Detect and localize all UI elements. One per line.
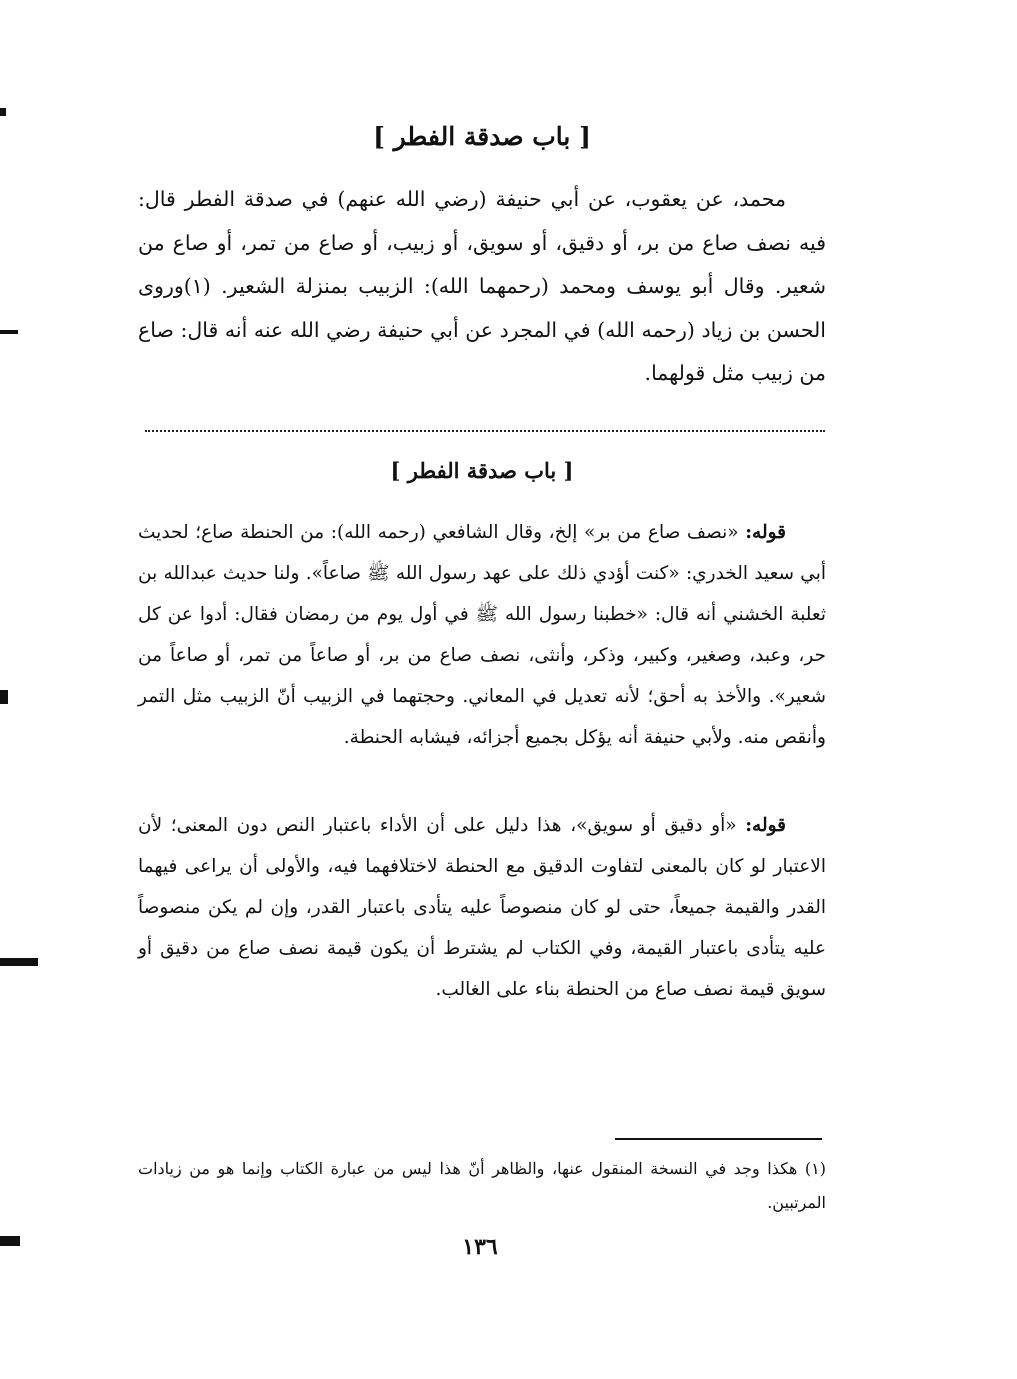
paragraph-body: «نصف صاع من بر» إلخ، وقال الشافعي (رحمه الله): من الحنطة صاع؛ لحديث أبي سعيد الخدري: «كنت أؤدي ذلك على عهد رسول الله ﷺ صاعاً». ولنا حديث عبدالله بن ثعلبة الخشني أنه قال: «خطبنا رسول الله ﷺ في أول يوم من رمضان فقال: أدوا عن كل حر، وعبد، وصغير، وكبير، وذكر، وأنثى، نصف صاع من بر، أو صاعاً من تمر، أو صاعاً من شعير». والأخذ به أحق؛ لأنه تعديل في المعاني. وحجتهما في الزبيب أنّ الزبيب مثل التمر وأنقص منه. ولأبي حنيفة أنه يؤكل بجميع أجزائه، فيشابه الحنطة.: [138, 522, 826, 748]
footnote-rule: [615, 1138, 822, 1140]
commentary-heading: [ باب صدقة الفطر ]: [390, 458, 574, 483]
scan-mark: [0, 1236, 20, 1246]
main-section-text: محمد، عن يعقوب، عن أبي حنيفة (رضي الله عنهم) في صدقة الفطر قال: فيه نصف صاع من بر، أو دقيق، أو سويق، أو زبيب، أو صاع من تمر، أو صاع من شعير. وقال أبو يوسف ومحمد (رحمهما الله): الزبيب بمنزلة الشعير. (١)وروى الحسن بن زياد (رحمه الله) في المجرد عن أبي حنيفة رضي الله عنه أنه قال: صاع من زبيب مثل قولهما.: [138, 187, 826, 385]
scan-mark: [0, 330, 18, 334]
scan-mark: [0, 108, 6, 116]
paragraph-lead: قوله:: [745, 522, 786, 543]
footnote: (١) هكذا وجد في النسخة المنقول عنها، والظاهر أنّ هذا ليس من عبارة الكتاب وإنما هو من زيادات المرتبين.: [138, 1159, 826, 1212]
commentary-paragraph: [138, 512, 826, 758]
commentary-paragraph: [138, 805, 826, 1010]
page-number: ١٣٦: [462, 1234, 498, 1260]
paragraph-body: «أو دقيق أو سويق»، هذا دليل على أن الأداء باعتبار النص دون المعنى؛ لأن الاعتبار لو كان بالمعنى لتفاوت الدقيق مع الحنطة لاختلافهما فيه، والأولى أن يراعى فيهما القدر والقيمة جميعاً، حتى لو كان منصوصاً عليه يتأدى باعتبار القدر، وإن لم يكن منصوصاً عليه يتأدى باعتبار القيمة، وفي الكتاب لم يشترط أن يكون قيمة نصف صاع من دقيق أو سويق قيمة نصف صاع من الحنطة بناء على الغالب.: [138, 815, 826, 1000]
paragraph-lead: قوله:: [745, 815, 786, 836]
scan-mark: [0, 958, 38, 966]
dotted-separator: [145, 430, 825, 432]
scan-mark: [0, 690, 8, 704]
main-section-heading: [ باب صدقة الفطر ]: [373, 122, 591, 151]
